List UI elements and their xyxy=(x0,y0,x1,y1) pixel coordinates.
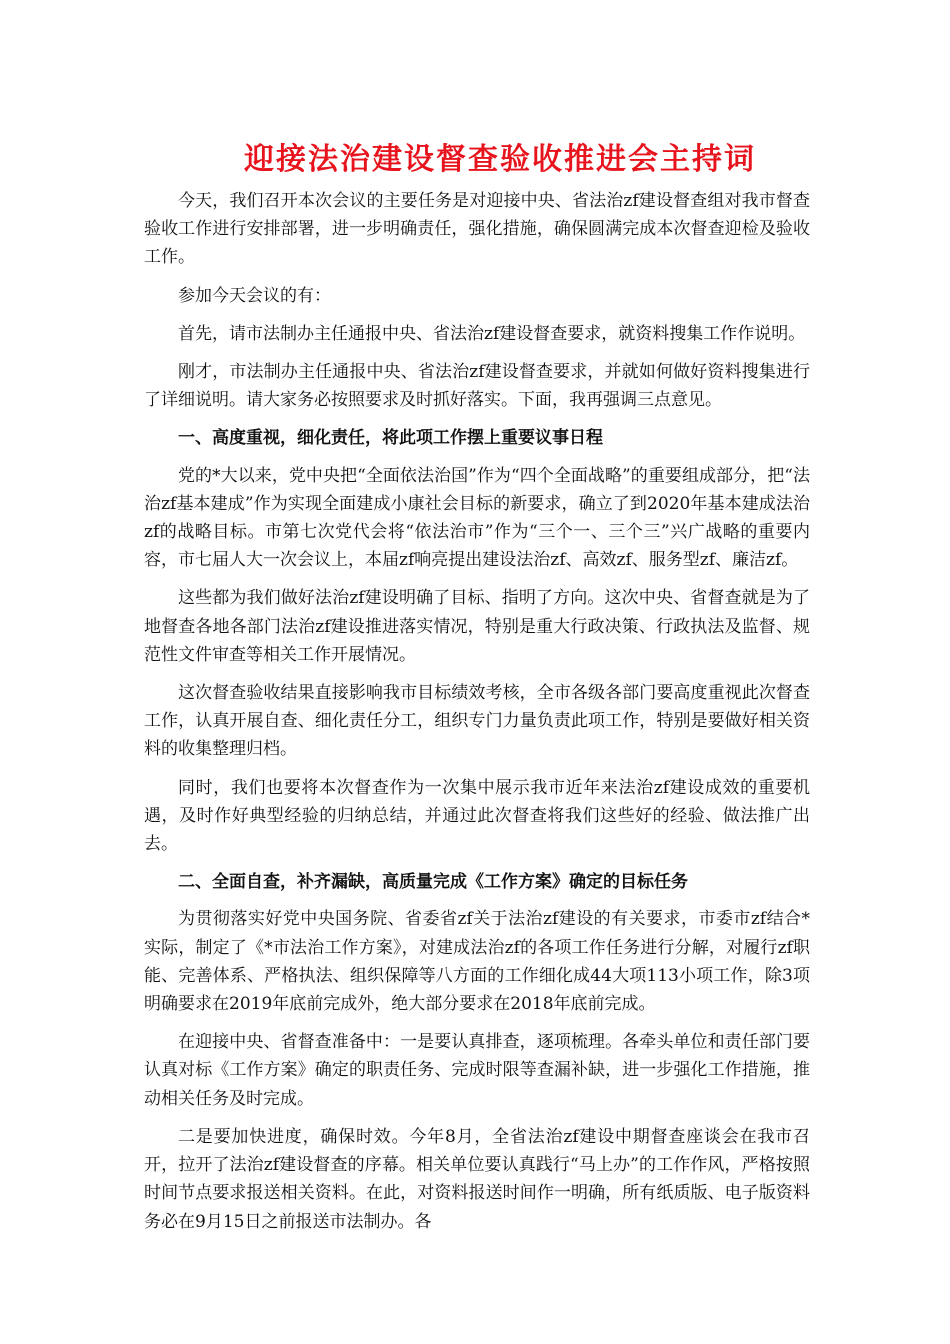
paragraph-section1-d: 同时，我们也要将本次督查作为一次集中展示我市近年来法治zf建设成效的重要机遇，及时作好典型经验的归纳总结，并通过此次督查将我们这些好的经验、做法推广出去。 xyxy=(144,777,810,855)
document-body xyxy=(144,187,810,1246)
paragraph-just-now: 刚才，市法制办主任通报中央、省法治zf建设督查要求，并就如何做好资料搜集进行了详细说明。请大家务必按照要求及时抓好落实。下面，我再强调三点意见。 xyxy=(144,362,810,411)
paragraph-attendees: 参加今天会议的有： xyxy=(178,285,331,306)
section-heading-2: 二、全面自查，补齐漏缺，高质量完成《工作方案》确定的目标任务 xyxy=(178,872,688,893)
paragraph-purpose: 今天，我们召开本次会议的主要任务是对迎接中央、省法治zf建设督查组对我市督查验收工作进行安排部署，进一步明确责任，强化措施，确保圆满完成本次督查迎检及验收工作。 xyxy=(144,191,810,268)
paragraph-section1-c: 这次督查验收结果直接影响我市目标绩效考核，全市各级各部门要高度重视此次督查工作，认真开展自查、细化责任分工，组织专门力量负责此项工作，特别是要做好相关资料的收集整理归档。 xyxy=(144,683,810,760)
paragraph-section1-a: 党的*大以来，党中央把“全面依法治国”作为“四个全面战略”的重要组成部分，把“法治zf基本建成”作为实现全面建成小康社会目标的新要求，确立了到2020年基本建成法治zf的战略目标。市第七次党代会将“依法治市”作为“三个一、三个三”兴广战略的重要内容，市七届人大一次会议上，本届zf响亮提出建设法治zf、高效zf、服务型zf、廉洁zf。 xyxy=(144,465,810,571)
paragraph-section2-a: 为贯彻落实好党中央国务院、省委省zf关于法治zf建设的有关要求，市委市zf结合*实际，制定了《*市法治工作方案》，对建成法治zf的各项工作任务进行分解，对履行zf职能、完善体系、严格执法、组织保障等八方面的工作细化成44大项113小项工作，除3项明确要求在2019年底前完成外，绝大部分要求在2018年底前完成。 xyxy=(144,909,810,1015)
section-heading-1: 一、高度重视，细化责任，将此项工作摆上重要议事日程 xyxy=(178,428,603,449)
document-title: 迎接法治建设督查验收推进会主持词 xyxy=(244,142,756,177)
paragraph-section2-c: 二是要加快进度，确保时效。今年8月，全省法治zf建设中期督查座谈会在我市召开，拉开了法治zf建设督查的序幕。相关单位要认真践行“马上办”的工作作风，严格按照时间节点要求报送相关资料。在此，对资料报送时间作一明确，所有纸质版、电子版资料务必在9月15日之前报送市法制办。各 xyxy=(144,1126,810,1232)
paragraph-section2-b: 在迎接中央、省督查准备中：一是要认真排查，逐项梳理。各牵头单位和责任部门要认真对标《工作方案》确定的职责任务、完成时限等查漏补缺，进一步强化工作措施，推动相关任务及时完成。 xyxy=(144,1032,810,1109)
paragraph-section1-b: 这些都为我们做好法治zf建设明确了目标、指明了方向。这次中央、省督查就是为了地督查各地各部门法治zf建设推进落实情况，特别是重大行政决策、行政执法及监督、规范性文件审查等相关工作开展情况。 xyxy=(144,588,810,665)
paragraph-first: 首先，请市法制办主任通报中央、省法治zf建设督查要求，就资料搜集工作作说明。 xyxy=(178,323,806,344)
